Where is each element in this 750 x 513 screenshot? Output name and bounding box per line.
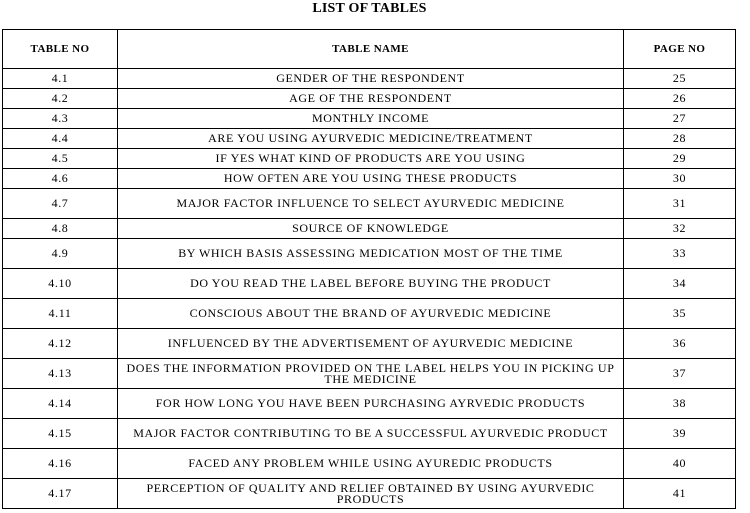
header-page-no: PAGE NO bbox=[624, 30, 736, 69]
table-name: IF YES WHAT KIND OF PRODUCTS ARE YOU USING bbox=[118, 149, 624, 169]
table-row bbox=[3, 109, 736, 129]
table-number: 4.16 bbox=[3, 449, 118, 479]
table-row bbox=[3, 419, 736, 449]
table-name: BY WHICH BASIS ASSESSING MEDICATION MOST OF THE TIME bbox=[118, 239, 624, 269]
table-name: DOES THE INFORMATION PROVIDED ON THE LABEL HELPS YOU IN PICKING UP THE MEDICINE bbox=[118, 359, 624, 389]
page-number: 26 bbox=[624, 89, 736, 109]
table-row bbox=[3, 479, 736, 509]
page-number: 35 bbox=[624, 299, 736, 329]
table-number: 4.4 bbox=[3, 129, 118, 149]
page-number: 27 bbox=[624, 109, 736, 129]
page-number: 39 bbox=[624, 419, 736, 449]
table-number: 4.2 bbox=[3, 89, 118, 109]
table-number: 4.14 bbox=[3, 389, 118, 419]
table-row bbox=[3, 189, 736, 219]
table-row bbox=[3, 269, 736, 299]
table-name: MAJOR FACTOR INFLUENCE TO SELECT AYURVEDIC MEDICINE bbox=[118, 189, 624, 219]
page-number: 29 bbox=[624, 149, 736, 169]
table-row bbox=[3, 169, 736, 189]
table-name: FACED ANY PROBLEM WHILE USING AYUREDIC PRODUCTS bbox=[118, 449, 624, 479]
page-number: 31 bbox=[624, 189, 736, 219]
list-of-tables bbox=[2, 29, 736, 509]
page-number: 40 bbox=[624, 449, 736, 479]
table-name: MONTHLY INCOME bbox=[118, 109, 624, 129]
table-number: 4.1 bbox=[3, 69, 118, 89]
page-number: 25 bbox=[624, 69, 736, 89]
page-number: 33 bbox=[624, 239, 736, 269]
table-row bbox=[3, 299, 736, 329]
table-number: 4.13 bbox=[3, 359, 118, 389]
table-number: 4.15 bbox=[3, 419, 118, 449]
header-row bbox=[3, 30, 736, 69]
table-row bbox=[3, 129, 736, 149]
table-name: CONSCIOUS ABOUT THE BRAND OF AYURVEDIC MEDICINE bbox=[118, 299, 624, 329]
table-number: 4.11 bbox=[3, 299, 118, 329]
table-number: 4.10 bbox=[3, 269, 118, 299]
table-number: 4.5 bbox=[3, 149, 118, 169]
table-name: AGE OF THE RESPONDENT bbox=[118, 89, 624, 109]
table-number: 4.7 bbox=[3, 189, 118, 219]
table-number: 4.17 bbox=[3, 479, 118, 509]
table-name: GENDER OF THE RESPONDENT bbox=[118, 69, 624, 89]
table-name: DO YOU READ THE LABEL BEFORE BUYING THE PRODUCT bbox=[118, 269, 624, 299]
table-name: MAJOR FACTOR CONTRIBUTING TO BE A SUCCESSFUL AYURVEDIC PRODUCT bbox=[118, 419, 624, 449]
table-row bbox=[3, 69, 736, 89]
header-table-name: TABLE NAME bbox=[118, 30, 624, 69]
table-row bbox=[3, 449, 736, 479]
page-number: 37 bbox=[624, 359, 736, 389]
table-row bbox=[3, 219, 736, 239]
table-row bbox=[3, 89, 736, 109]
table-name: FOR HOW LONG YOU HAVE BEEN PURCHASING AYRVEDIC PRODUCTS bbox=[118, 389, 624, 419]
table-number: 4.6 bbox=[3, 169, 118, 189]
table-number: 4.8 bbox=[3, 219, 118, 239]
header-table-no: TABLE NO bbox=[3, 30, 118, 69]
page-title: LIST OF TABLES bbox=[312, 1, 427, 16]
table-row bbox=[3, 359, 736, 389]
table-number: 4.12 bbox=[3, 329, 118, 359]
page-number: 32 bbox=[624, 219, 736, 239]
page-number: 30 bbox=[624, 169, 736, 189]
table-row bbox=[3, 149, 736, 169]
page-number: 28 bbox=[624, 129, 736, 149]
table-name: INFLUENCED BY THE ADVERTISEMENT OF AYURVEDIC MEDICINE bbox=[118, 329, 624, 359]
page-number: 34 bbox=[624, 269, 736, 299]
table-name: ARE YOU USING AYURVEDIC MEDICINE/TREATMENT bbox=[118, 129, 624, 149]
page-number: 38 bbox=[624, 389, 736, 419]
table-name: HOW OFTEN ARE YOU USING THESE PRODUCTS bbox=[118, 169, 624, 189]
page-number: 36 bbox=[624, 329, 736, 359]
table-name: SOURCE OF KNOWLEDGE bbox=[118, 219, 624, 239]
table-number: 4.3 bbox=[3, 109, 118, 129]
table-name: PERCEPTION OF QUALITY AND RELIEF OBTAINED BY USING AYURVEDIC PRODUCTS bbox=[118, 479, 624, 509]
table-row bbox=[3, 329, 736, 359]
table-number: 4.9 bbox=[3, 239, 118, 269]
page-number: 41 bbox=[624, 479, 736, 509]
table-row bbox=[3, 389, 736, 419]
table-row bbox=[3, 239, 736, 269]
